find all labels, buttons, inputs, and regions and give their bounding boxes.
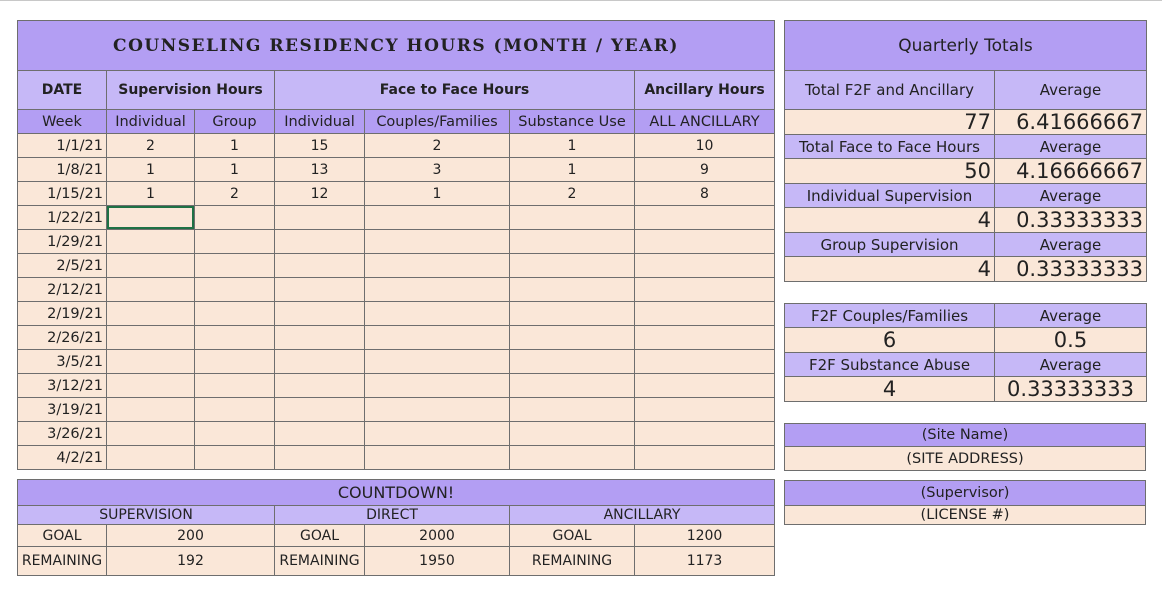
f2f-individual-cell[interactable] xyxy=(275,206,365,230)
table-row xyxy=(18,302,775,326)
supervision-group-cell[interactable]: 2 xyxy=(195,182,275,206)
couples-families-cell[interactable]: 1 xyxy=(365,182,510,206)
quarterly-average-label: Average xyxy=(995,184,1147,208)
quarterly-average-label: Average xyxy=(995,71,1147,110)
table-row xyxy=(18,206,775,230)
week-date-cell[interactable]: 3/5/21 xyxy=(18,350,107,374)
week-date-cell[interactable]: 3/19/21 xyxy=(18,398,107,422)
supervision-individual-cell[interactable]: 1 xyxy=(107,182,195,206)
ancillary-remaining-value[interactable]: 1173 xyxy=(635,547,775,576)
quarterly-average-label: Average xyxy=(995,304,1147,328)
countdown-supervision-label: SUPERVISION xyxy=(18,506,275,525)
supervision-individual-cell[interactable] xyxy=(107,422,195,446)
week-date-cell[interactable]: 2/5/21 xyxy=(18,254,107,278)
supervision-individual-cell[interactable] xyxy=(107,446,195,470)
f2f-individual-cell[interactable] xyxy=(275,278,365,302)
header-date: DATE xyxy=(18,71,107,110)
quarterly-label-couples-families: F2F Couples/Families xyxy=(785,304,995,328)
supervisor-name[interactable]: (Supervisor) xyxy=(785,481,1146,506)
direct-remaining-value[interactable]: 1950 xyxy=(365,547,510,576)
supervision-group-cell[interactable] xyxy=(195,302,275,326)
quarterly-title: Quarterly Totals xyxy=(785,21,1147,71)
header-supervision-hours: Supervision Hours xyxy=(107,71,275,110)
direct-goal-value[interactable]: 2000 xyxy=(365,525,510,547)
supervision-individual-cell[interactable] xyxy=(107,326,195,350)
all-ancillary-cell[interactable] xyxy=(635,374,775,398)
residency-hours-table xyxy=(17,20,775,470)
couples-families-cell[interactable] xyxy=(365,398,510,422)
log-rows xyxy=(18,134,775,470)
couples-families-cell[interactable] xyxy=(365,422,510,446)
supervision-goal-value[interactable]: 200 xyxy=(107,525,275,547)
substance-use-cell[interactable]: 1 xyxy=(510,134,635,158)
site-address[interactable]: (SITE ADDRESS) xyxy=(785,447,1146,471)
subheader-all-ancillary: ALL ANCILLARY xyxy=(635,110,775,134)
supervision-group-cell[interactable] xyxy=(195,278,275,302)
table-row xyxy=(18,278,775,302)
subheader-substance-use: Substance Use xyxy=(510,110,635,134)
supervision-remaining-value[interactable]: 192 xyxy=(107,547,275,576)
subheader-supervision-individual: Individual xyxy=(107,110,195,134)
all-ancillary-cell[interactable] xyxy=(635,254,775,278)
f2f-individual-cell[interactable] xyxy=(275,230,365,254)
quarterly-total-individual-supervision[interactable]: 4 xyxy=(785,208,995,233)
table-row xyxy=(18,422,775,446)
f2f-individual-cell[interactable] xyxy=(275,302,365,326)
substance-use-cell[interactable] xyxy=(510,422,635,446)
couples-families-cell[interactable] xyxy=(365,446,510,470)
f2f-individual-cell[interactable]: 15 xyxy=(275,134,365,158)
all-ancillary-cell[interactable] xyxy=(635,302,775,326)
supervision-individual-cell[interactable] xyxy=(107,398,195,422)
quarterly-average-label: Average xyxy=(995,353,1147,377)
quarterly-label-individual-supervision: Individual Supervision xyxy=(785,184,995,208)
substance-use-cell[interactable] xyxy=(510,398,635,422)
ancillary-goal-label: GOAL xyxy=(510,525,635,547)
week-date-cell[interactable]: 1/1/21 xyxy=(18,134,107,158)
subheader-couples-families: Couples/Families xyxy=(365,110,510,134)
quarterly-totals-table xyxy=(784,20,1147,282)
all-ancillary-cell[interactable] xyxy=(635,278,775,302)
subheader-supervision-group: Group xyxy=(195,110,275,134)
couples-families-cell[interactable]: 3 xyxy=(365,158,510,182)
quarterly-average-substance-abuse[interactable]: 0.33333333 xyxy=(995,377,1147,402)
quarterly-average-f2f-ancillary[interactable]: 6.41666667 xyxy=(995,110,1147,135)
supervision-individual-cell[interactable] xyxy=(107,350,195,374)
week-date-cell[interactable]: 1/29/21 xyxy=(18,230,107,254)
table-row xyxy=(18,158,775,182)
f2f-individual-cell[interactable] xyxy=(275,374,365,398)
countdown-direct-label: DIRECT xyxy=(275,506,510,525)
couples-families-cell[interactable]: 2 xyxy=(365,134,510,158)
direct-remaining-label: REMAINING xyxy=(275,547,365,576)
supervision-individual-cell[interactable] xyxy=(107,206,195,230)
site-name[interactable]: (Site Name) xyxy=(785,424,1146,447)
site-info-table xyxy=(784,423,1146,471)
f2f-individual-cell[interactable] xyxy=(275,446,365,470)
subheader-week: Week xyxy=(18,110,107,134)
quarterly-total-substance-abuse[interactable]: 4 xyxy=(785,377,995,402)
f2f-individual-cell[interactable] xyxy=(275,422,365,446)
supervision-group-cell[interactable] xyxy=(195,422,275,446)
table-row xyxy=(18,374,775,398)
supervision-group-cell[interactable] xyxy=(195,446,275,470)
substance-use-cell[interactable] xyxy=(510,326,635,350)
week-date-cell[interactable]: 2/12/21 xyxy=(18,278,107,302)
supervisor-license[interactable]: (LICENSE #) xyxy=(785,506,1146,525)
week-date-cell[interactable]: 1/15/21 xyxy=(18,182,107,206)
supervision-group-cell[interactable] xyxy=(195,350,275,374)
supervision-group-cell[interactable] xyxy=(195,206,275,230)
week-date-cell[interactable]: 3/12/21 xyxy=(18,374,107,398)
week-date-cell[interactable]: 4/2/21 xyxy=(18,446,107,470)
supervision-group-cell[interactable] xyxy=(195,326,275,350)
quarterly-label-substance-abuse: F2F Substance Abuse xyxy=(785,353,995,377)
supervision-individual-cell[interactable] xyxy=(107,278,195,302)
f2f-individual-cell[interactable] xyxy=(275,254,365,278)
f2f-individual-cell[interactable] xyxy=(275,350,365,374)
countdown-table xyxy=(17,479,775,576)
all-ancillary-cell[interactable] xyxy=(635,398,775,422)
supervision-remaining-label: REMAINING xyxy=(18,547,107,576)
couples-families-cell[interactable] xyxy=(365,326,510,350)
top-divider xyxy=(0,0,1162,1)
week-date-cell[interactable]: 2/19/21 xyxy=(18,302,107,326)
table-row xyxy=(18,446,775,470)
supervision-individual-cell[interactable]: 2 xyxy=(107,134,195,158)
f2f-individual-cell[interactable]: 12 xyxy=(275,182,365,206)
quarterly-label-total-f2f-ancillary: Total F2F and Ancillary xyxy=(785,71,995,110)
countdown-title: COUNTDOWN! xyxy=(18,480,775,506)
substance-use-cell[interactable] xyxy=(510,254,635,278)
substance-use-cell[interactable]: 2 xyxy=(510,182,635,206)
header-ancillary-hours: Ancillary Hours xyxy=(635,71,775,110)
all-ancillary-cell[interactable] xyxy=(635,230,775,254)
ancillary-goal-value[interactable]: 1200 xyxy=(635,525,775,547)
couples-families-cell[interactable] xyxy=(365,350,510,374)
quarterly-average-couples-families[interactable]: 0.5 xyxy=(995,328,1147,353)
quarterly-total-f2f-ancillary[interactable]: 77 xyxy=(785,110,995,135)
f2f-individual-cell[interactable] xyxy=(275,398,365,422)
subheader-f2f-individual: Individual xyxy=(275,110,365,134)
all-ancillary-cell[interactable] xyxy=(635,326,775,350)
substance-use-cell[interactable] xyxy=(510,350,635,374)
substance-use-cell[interactable] xyxy=(510,446,635,470)
supervision-group-cell[interactable] xyxy=(195,230,275,254)
substance-use-cell[interactable] xyxy=(510,302,635,326)
couples-families-cell[interactable] xyxy=(365,278,510,302)
supervision-group-cell[interactable]: 1 xyxy=(195,134,275,158)
all-ancillary-cell[interactable]: 9 xyxy=(635,158,775,182)
quarterly-average-individual-supervision[interactable]: 0.33333333 xyxy=(995,208,1147,233)
table-row xyxy=(18,254,775,278)
table-row xyxy=(18,230,775,254)
table-row xyxy=(18,350,775,374)
substance-use-cell[interactable] xyxy=(510,230,635,254)
substance-use-cell[interactable] xyxy=(510,374,635,398)
couples-families-cell[interactable] xyxy=(365,230,510,254)
f2f-individual-cell[interactable]: 13 xyxy=(275,158,365,182)
table-row xyxy=(18,182,775,206)
all-ancillary-cell[interactable] xyxy=(635,422,775,446)
quarterly-average-face-to-face[interactable]: 4.16666667 xyxy=(995,159,1147,184)
supervision-individual-cell[interactable] xyxy=(107,374,195,398)
substance-use-cell[interactable]: 1 xyxy=(510,158,635,182)
supervision-group-cell[interactable] xyxy=(195,398,275,422)
direct-goal-label: GOAL xyxy=(275,525,365,547)
all-ancillary-cell[interactable] xyxy=(635,350,775,374)
couples-families-cell[interactable] xyxy=(365,206,510,230)
supervision-individual-cell[interactable] xyxy=(107,254,195,278)
couples-families-cell[interactable] xyxy=(365,254,510,278)
all-ancillary-cell[interactable] xyxy=(635,206,775,230)
quarterly-total-couples-families[interactable]: 6 xyxy=(785,328,995,353)
substance-use-cell[interactable] xyxy=(510,206,635,230)
substance-use-cell[interactable] xyxy=(510,278,635,302)
supervision-group-cell[interactable] xyxy=(195,254,275,278)
countdown-ancillary-label: ANCILLARY xyxy=(510,506,775,525)
week-date-cell[interactable]: 1/22/21 xyxy=(18,206,107,230)
f2f-individual-cell[interactable] xyxy=(275,326,365,350)
ancillary-remaining-label: REMAINING xyxy=(510,547,635,576)
all-ancillary-cell[interactable] xyxy=(635,446,775,470)
log-title: COUNSELING RESIDENCY HOURS (MONTH / YEAR) xyxy=(18,21,775,71)
week-date-cell[interactable]: 1/8/21 xyxy=(18,158,107,182)
supervision-individual-cell[interactable]: 1 xyxy=(107,158,195,182)
quarterly-total-face-to-face[interactable]: 50 xyxy=(785,159,995,184)
supervision-individual-cell[interactable] xyxy=(107,230,195,254)
supervision-goal-label: GOAL xyxy=(18,525,107,547)
table-row xyxy=(18,326,775,350)
week-date-cell[interactable]: 2/26/21 xyxy=(18,326,107,350)
header-face-to-face-hours: Face to Face Hours xyxy=(275,71,635,110)
table-row xyxy=(18,134,775,158)
quarterly-average-label: Average xyxy=(995,233,1147,257)
supervision-group-cell[interactable] xyxy=(195,374,275,398)
couples-families-cell[interactable] xyxy=(365,374,510,398)
quarterly-label-total-face-to-face: Total Face to Face Hours xyxy=(785,135,995,159)
all-ancillary-cell[interactable]: 10 xyxy=(635,134,775,158)
table-row xyxy=(18,398,775,422)
supervision-individual-cell[interactable] xyxy=(107,302,195,326)
supervision-group-cell[interactable]: 1 xyxy=(195,158,275,182)
week-date-cell[interactable]: 3/26/21 xyxy=(18,422,107,446)
quarterly-total-group-supervision[interactable]: 4 xyxy=(785,257,995,282)
all-ancillary-cell[interactable]: 8 xyxy=(635,182,775,206)
quarterly-average-group-supervision[interactable]: 0.33333333 xyxy=(995,257,1147,282)
quarterly-average-label: Average xyxy=(995,135,1147,159)
supervisor-info-table xyxy=(784,480,1146,525)
couples-families-cell[interactable] xyxy=(365,302,510,326)
quarterly-label-group-supervision: Group Supervision xyxy=(785,233,995,257)
quarterly-f2f-table xyxy=(784,303,1147,402)
